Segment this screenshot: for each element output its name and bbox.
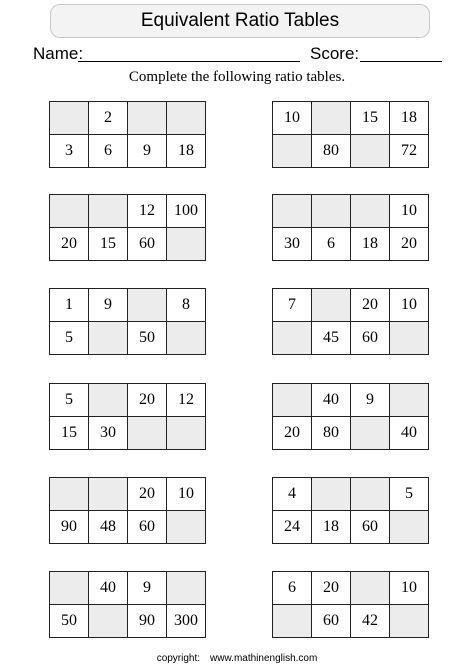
value-cell: 20 xyxy=(273,417,312,450)
blank-cell[interactable] xyxy=(167,228,206,261)
ratio-row-top xyxy=(50,478,206,511)
blank-cell[interactable] xyxy=(390,511,429,544)
value-cell: 60 xyxy=(128,511,167,544)
title-box xyxy=(50,4,430,38)
blank-cell[interactable] xyxy=(351,135,390,168)
value-cell: 50 xyxy=(128,322,167,355)
ratio-table xyxy=(272,383,429,450)
ratio-row-bottom xyxy=(273,322,429,355)
value-cell: 15 xyxy=(351,102,390,135)
value-cell: 40 xyxy=(312,384,351,417)
blank-cell[interactable] xyxy=(50,195,89,228)
value-cell: 20 xyxy=(390,228,429,261)
ratio-table xyxy=(272,477,429,544)
value-cell: 7 xyxy=(273,289,312,322)
value-cell: 50 xyxy=(50,605,89,638)
blank-cell[interactable] xyxy=(351,417,390,450)
copyright-footer xyxy=(0,653,474,664)
ratio-table xyxy=(272,194,429,261)
ratio-row-bottom xyxy=(50,417,206,450)
value-cell: 9 xyxy=(351,384,390,417)
ratio-table xyxy=(272,288,429,355)
value-cell: 6 xyxy=(312,228,351,261)
blank-cell[interactable] xyxy=(89,478,128,511)
value-cell: 18 xyxy=(167,135,206,168)
ratio-row-bottom xyxy=(50,228,206,261)
value-cell: 18 xyxy=(351,228,390,261)
value-cell: 12 xyxy=(167,384,206,417)
value-cell: 42 xyxy=(351,605,390,638)
value-cell: 20 xyxy=(128,384,167,417)
ratio-row-top xyxy=(273,478,429,511)
value-cell: 60 xyxy=(351,322,390,355)
value-cell: 20 xyxy=(50,228,89,261)
name-field[interactable] xyxy=(78,61,300,62)
value-cell: 9 xyxy=(128,572,167,605)
ratio-row-top xyxy=(273,572,429,605)
ratio-row-top xyxy=(50,572,206,605)
value-cell: 20 xyxy=(128,478,167,511)
value-cell: 100 xyxy=(167,195,206,228)
blank-cell[interactable] xyxy=(89,195,128,228)
value-cell: 5 xyxy=(50,322,89,355)
value-cell: 3 xyxy=(50,135,89,168)
value-cell: 10 xyxy=(390,289,429,322)
blank-cell[interactable] xyxy=(312,195,351,228)
ratio-row-bottom xyxy=(50,605,206,638)
blank-cell[interactable] xyxy=(312,478,351,511)
ratio-table xyxy=(49,383,206,450)
blank-cell[interactable] xyxy=(273,135,312,168)
value-cell: 30 xyxy=(89,417,128,450)
ratio-table xyxy=(272,571,429,638)
blank-cell[interactable] xyxy=(390,322,429,355)
value-cell: 80 xyxy=(312,135,351,168)
website-link[interactable]: www.mathinenglish.com xyxy=(210,653,318,664)
blank-cell[interactable] xyxy=(89,322,128,355)
value-cell: 60 xyxy=(351,511,390,544)
value-cell: 6 xyxy=(273,572,312,605)
blank-cell[interactable] xyxy=(89,384,128,417)
value-cell: 15 xyxy=(89,228,128,261)
ratio-row-top xyxy=(50,195,206,228)
value-cell: 30 xyxy=(273,228,312,261)
blank-cell[interactable] xyxy=(312,289,351,322)
ratio-row-top xyxy=(273,384,429,417)
blank-cell[interactable] xyxy=(390,605,429,638)
value-cell: 20 xyxy=(351,289,390,322)
blank-cell[interactable] xyxy=(167,102,206,135)
value-cell: 2 xyxy=(89,102,128,135)
blank-cell[interactable] xyxy=(351,195,390,228)
value-cell: 4 xyxy=(273,478,312,511)
value-cell: 40 xyxy=(390,417,429,450)
blank-cell[interactable] xyxy=(50,572,89,605)
value-cell: 18 xyxy=(390,102,429,135)
ratio-row-top xyxy=(273,102,429,135)
value-cell: 5 xyxy=(50,384,89,417)
ratio-table xyxy=(49,571,206,638)
ratio-row-bottom xyxy=(273,135,429,168)
value-cell: 5 xyxy=(390,478,429,511)
blank-cell[interactable] xyxy=(273,605,312,638)
value-cell: 24 xyxy=(273,511,312,544)
blank-cell[interactable] xyxy=(167,572,206,605)
value-cell: 60 xyxy=(128,228,167,261)
blank-cell[interactable] xyxy=(390,384,429,417)
value-cell: 80 xyxy=(312,417,351,450)
ratio-row-bottom xyxy=(273,605,429,638)
ratio-row-bottom xyxy=(273,511,429,544)
value-cell: 9 xyxy=(89,289,128,322)
ratio-row-top xyxy=(50,102,206,135)
ratio-row-bottom xyxy=(50,511,206,544)
score-label: Score: xyxy=(310,44,360,63)
value-cell: 48 xyxy=(89,511,128,544)
value-cell: 10 xyxy=(390,195,429,228)
value-cell: 90 xyxy=(128,605,167,638)
blank-cell[interactable] xyxy=(89,605,128,638)
value-cell: 8 xyxy=(167,289,206,322)
ratio-row-bottom xyxy=(273,228,429,261)
value-cell: 9 xyxy=(128,135,167,168)
blank-cell[interactable] xyxy=(167,417,206,450)
blank-cell[interactable] xyxy=(273,195,312,228)
value-cell: 10 xyxy=(273,102,312,135)
value-cell: 10 xyxy=(390,572,429,605)
ratio-table xyxy=(49,101,206,168)
ratio-row-bottom xyxy=(50,322,206,355)
blank-cell[interactable] xyxy=(167,322,206,355)
ratio-table xyxy=(49,194,206,261)
value-cell: 90 xyxy=(50,511,89,544)
value-cell: 20 xyxy=(312,572,351,605)
value-cell: 10 xyxy=(167,478,206,511)
value-cell: 6 xyxy=(89,135,128,168)
blank-cell[interactable] xyxy=(50,102,89,135)
ratio-row-top xyxy=(273,289,429,322)
blank-cell[interactable] xyxy=(128,289,167,322)
value-cell: 300 xyxy=(167,605,206,638)
ratio-row-top xyxy=(50,289,206,322)
value-cell: 1 xyxy=(50,289,89,322)
ratio-table xyxy=(272,101,429,168)
ratio-row-bottom xyxy=(273,417,429,450)
blank-cell[interactable] xyxy=(50,478,89,511)
instructions: Complete the following ratio tables. xyxy=(128,69,346,85)
blank-cell[interactable] xyxy=(273,322,312,355)
blank-cell[interactable] xyxy=(128,417,167,450)
ratio-row-bottom xyxy=(50,135,206,168)
blank-cell[interactable] xyxy=(167,511,206,544)
ratio-table xyxy=(49,288,206,355)
name-label: Name: xyxy=(33,44,84,63)
blank-cell[interactable] xyxy=(312,102,351,135)
ratio-row-top xyxy=(273,195,429,228)
copyright-label: copyright: xyxy=(156,653,201,664)
value-cell: 60 xyxy=(312,605,351,638)
blank-cell[interactable] xyxy=(351,478,390,511)
value-cell: 45 xyxy=(312,322,351,355)
ratio-table xyxy=(49,477,206,544)
value-cell: 40 xyxy=(89,572,128,605)
value-cell: 12 xyxy=(128,195,167,228)
blank-cell[interactable] xyxy=(351,572,390,605)
page-title: Equivalent Ratio Tables xyxy=(140,10,340,31)
value-cell: 15 xyxy=(50,417,89,450)
ratio-row-top xyxy=(50,384,206,417)
value-cell: 72 xyxy=(390,135,429,168)
score-field[interactable] xyxy=(360,61,442,62)
blank-cell[interactable] xyxy=(128,102,167,135)
blank-cell[interactable] xyxy=(273,384,312,417)
value-cell: 18 xyxy=(312,511,351,544)
